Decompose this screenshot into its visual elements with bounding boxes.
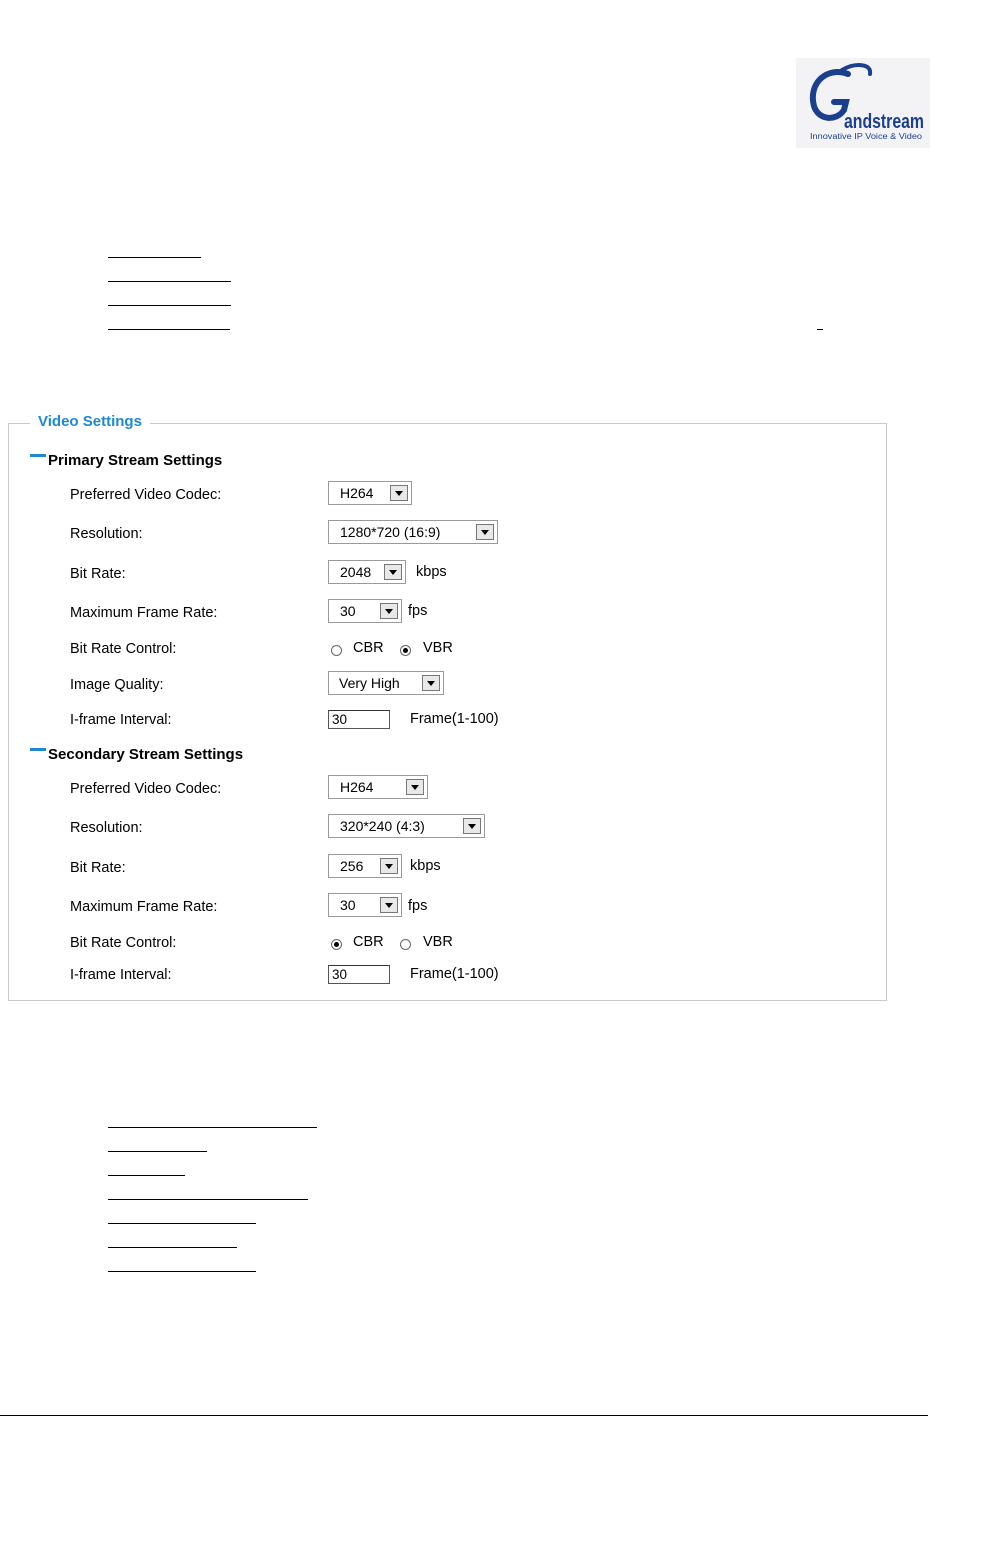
link-underline (108, 1199, 308, 1200)
link-underline (108, 305, 231, 306)
svg-text:Innovative IP Voice & Video: Innovative IP Voice & Video (810, 132, 923, 141)
dropdown-arrow-icon[interactable] (476, 524, 494, 540)
primary-codec-value: H264 (340, 485, 374, 501)
primary-framerate-select[interactable] (328, 599, 402, 623)
primary-resolution-label: Resolution: (70, 526, 143, 542)
link-underline (108, 1271, 256, 1272)
primary-bitrate-unit: kbps (416, 564, 447, 580)
secondary-cbr-radio[interactable] (331, 939, 342, 950)
primary-vbr-radio[interactable] (400, 645, 411, 656)
footer-divider (0, 1415, 928, 1416)
secondary-iframe-unit: Frame(1-100) (410, 966, 499, 982)
primary-iframe-label: I-frame Interval: (70, 712, 172, 728)
secondary-codec-value: H264 (340, 779, 374, 795)
primary-cbr-label: CBR (353, 640, 384, 656)
primary-quality-label: Image Quality: (70, 677, 164, 693)
link-underline (108, 1175, 185, 1176)
primary-heading-text: Primary Stream Settings (48, 452, 223, 469)
svg-text:andstream: andstream (844, 111, 924, 133)
primary-brc-label: Bit Rate Control: (70, 641, 177, 657)
dropdown-arrow-icon[interactable] (406, 779, 424, 795)
dropdown-arrow-icon[interactable] (380, 603, 398, 619)
secondary-bitrate-select[interactable] (328, 854, 402, 878)
primary-bitrate-select[interactable] (328, 560, 406, 584)
secondary-bitrate-label: Bit Rate: (70, 860, 126, 876)
dropdown-arrow-icon[interactable] (422, 675, 440, 691)
primary-codec-select[interactable] (328, 481, 412, 505)
secondary-codec-label: Preferred Video Codec: (70, 781, 222, 797)
secondary-resolution-select[interactable] (328, 814, 485, 838)
dropdown-arrow-icon[interactable] (384, 564, 402, 580)
grandstream-logo (796, 58, 930, 148)
secondary-vbr-radio[interactable] (400, 939, 411, 950)
link-underline (108, 281, 231, 282)
secondary-bitrate-unit: kbps (410, 858, 441, 874)
link-underline (108, 1151, 207, 1152)
secondary-framerate-unit: fps (408, 898, 428, 914)
primary-resolution-value: 1280*720 (16:9) (340, 524, 441, 540)
link-underline (108, 1247, 237, 1248)
secondary-resolution-value: 320*240 (4:3) (340, 818, 425, 834)
link-underline (108, 329, 230, 330)
primary-quality-select[interactable] (328, 671, 444, 695)
primary-quality-value: Very High (339, 675, 400, 691)
primary-iframe-input[interactable]: 30 (328, 710, 390, 729)
primary-framerate-value: 30 (340, 603, 356, 619)
dropdown-arrow-icon[interactable] (463, 818, 481, 834)
collapse-icon[interactable] (30, 454, 46, 457)
secondary-vbr-label: VBR (423, 934, 453, 950)
dropdown-arrow-icon[interactable] (380, 897, 398, 913)
primary-iframe-unit: Frame(1-100) (410, 711, 499, 727)
secondary-framerate-label: Maximum Frame Rate: (70, 899, 218, 915)
secondary-iframe-input[interactable]: 30 (328, 965, 390, 984)
secondary-framerate-value: 30 (340, 897, 356, 913)
dropdown-arrow-icon[interactable] (390, 485, 408, 501)
dropdown-arrow-icon[interactable] (380, 858, 398, 874)
secondary-resolution-label: Resolution: (70, 820, 143, 836)
collapse-icon[interactable] (30, 748, 46, 751)
secondary-cbr-label: CBR (353, 934, 384, 950)
secondary-iframe-label: I-frame Interval: (70, 967, 172, 983)
primary-cbr-radio[interactable] (331, 645, 342, 656)
primary-framerate-unit: fps (408, 603, 428, 619)
link-underline (108, 257, 201, 258)
secondary-heading-text: Secondary Stream Settings (48, 746, 244, 763)
link-underline (817, 329, 823, 330)
primary-resolution-select[interactable] (328, 520, 498, 544)
primary-bitrate-value: 2048 (340, 564, 372, 580)
primary-vbr-label: VBR (423, 640, 453, 656)
secondary-framerate-select[interactable] (328, 893, 402, 917)
secondary-bitrate-value: 256 (340, 858, 364, 874)
primary-stream-heading[interactable] (30, 451, 222, 471)
panel-legend: Video Settings (30, 411, 150, 433)
secondary-codec-select[interactable] (328, 775, 428, 799)
link-underline (108, 1127, 317, 1128)
link-underline (108, 1223, 256, 1224)
secondary-stream-heading[interactable] (30, 745, 243, 765)
primary-framerate-label: Maximum Frame Rate: (70, 605, 218, 621)
secondary-brc-label: Bit Rate Control: (70, 935, 177, 951)
primary-bitrate-label: Bit Rate: (70, 566, 126, 582)
primary-codec-label: Preferred Video Codec: (70, 487, 222, 503)
